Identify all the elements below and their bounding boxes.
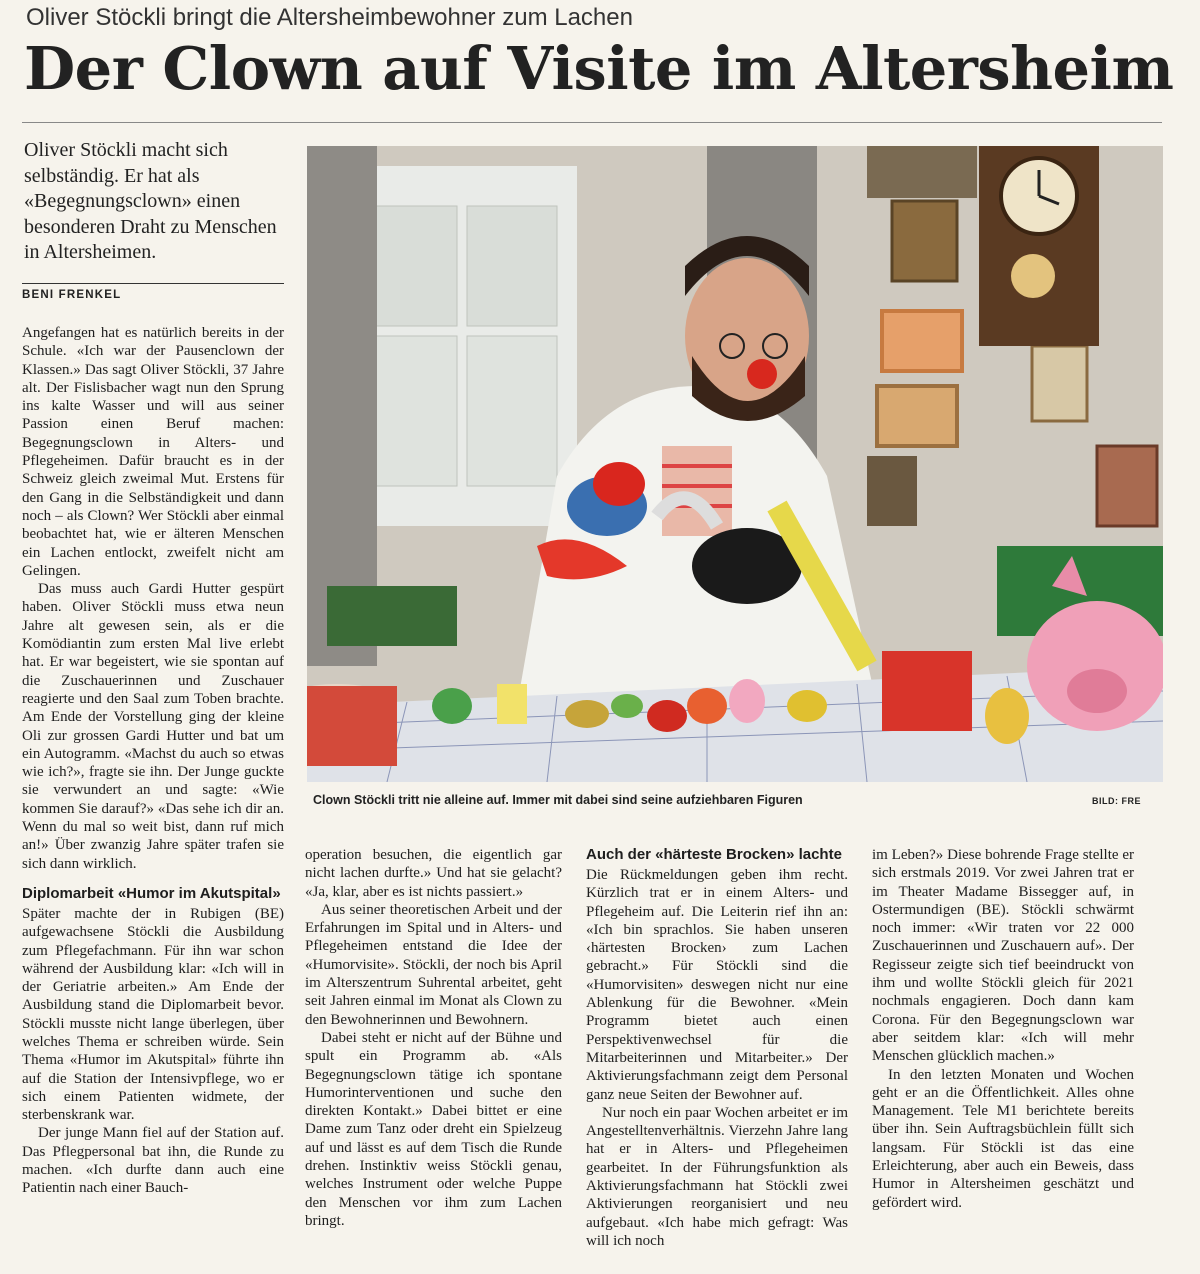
paragraph: Dabei steht er nicht auf der Bühne und spult ein Programm ab. «Als Begegnungsclown tätige ich spontane Humorinterventionen und suche den direkten Kontakt.» Dabei bittet er eine Dame zum Tanz oder dreht ein Spielzeug auf und lässt es auf dem Tisch die Runde drehen. Instinktiv weiss Stöckli genau, welches Instrument oder welche Puppe den Menschen vor ihm zum Lachen bringt. bbox=[305, 1029, 562, 1229]
photo-caption: Clown Stöckli tritt nie alleine auf. Immer mit dabei sind seine aufziehbaren Figuren bbox=[313, 793, 803, 807]
paragraph: Angefangen hat es natürlich bereits in der Schule. «Ich war der Pausenclown der Klassen.» Das sagt Oliver Stöckli, 37 Jahre alt. Der Fislisbacher wagt nun den Sprung ins kalte Wasser und will aus seiner Passion einen Beruf machen: Begegnungsclown in Alters- und Pflegeheimen. Dafür braucht es in der Schweiz gleich zweimal Mut. Erstens für den Gang in die Selbständigkeit und dann noch – als Clown? Wer Stöckli aber einmal beobachtet hat, wie er älteren Menschen ein Lachen entlockt, zweifelt nicht am Gelingen. bbox=[22, 325, 284, 579]
lead-rule bbox=[22, 283, 284, 284]
toy-duck bbox=[565, 700, 609, 728]
picture-frame bbox=[1032, 346, 1087, 421]
toy-frog bbox=[432, 688, 472, 724]
paragraph: im Leben?» Diese bohrende Frage stellte er sich erstmals 2019. Vor zwei Jahren trat er im Theater Madame Bissegger auf, in Ostermundigen (BE). Stöckli schwärmt noch immer: «Wir traten vor 22 000 Zuschauerinnen und Zuschauern auf». Der Regisseur zeigte sich tief beeindruckt von ihm und wollte Stöckli gleich für 2021 nochmals engagieren. Doch dann kam Corona. Für den Begegnungsclown war aber seitdem klar: «Ich will mehr Menschen glücklich machen.» bbox=[872, 847, 1134, 1065]
column-2 bbox=[305, 846, 562, 1230]
toy-figure bbox=[497, 684, 527, 724]
column-4 bbox=[872, 846, 1134, 1212]
paragraph: operation besuchen, die eigentlich gar nicht lachen durfte.» Und hat sie gelacht? «Ja, klar, aber es ist nichts passiert.» bbox=[305, 847, 562, 900]
lead-paragraph: Oliver Stöckli macht sich selbständig. Er hat als «Begegnungsclown» einen besonderen Draht zu Menschen in Altersheimen. bbox=[24, 139, 277, 263]
paragraph: Die Rückmeldungen geben ihm recht. Kürzlich trat er in einem Alters- und Pflegeheim auf. Die Leiterin rief ihn an: «Ich bin sprachlos. Sie haben unseren ‹härtesten Brocken› zum Lachen gebracht.» Für Stöckli sind die «Humorvisiten» deswegen nicht nur eine Ablenkung für die Bewohner. «Mein Programm bietet auch einen Perspektivenwechsel für die Mitarbeiterinnen und Mitarbeiter.» Der Aktivierungsfachmann zeigt dem Personal ganz neue Seiten der Bewohner auf. bbox=[586, 867, 848, 1103]
toy-orange bbox=[687, 688, 727, 724]
column-3 bbox=[586, 846, 848, 1250]
toy-rabbit bbox=[729, 679, 765, 723]
picture-frame bbox=[867, 456, 917, 526]
clown-photo-illustration bbox=[307, 146, 1163, 782]
subheading: Diplomarbeit «Humor im Akutspital» bbox=[22, 884, 281, 902]
clown-nose bbox=[747, 359, 777, 389]
byline: BENI FRENKEL bbox=[22, 289, 122, 301]
toy-box bbox=[882, 651, 972, 731]
picture-frame bbox=[867, 146, 977, 198]
picture-frame bbox=[1097, 446, 1157, 526]
picture-frame bbox=[877, 386, 957, 446]
top-rule bbox=[22, 122, 1162, 123]
hatbox bbox=[307, 686, 397, 766]
paragraph: Das muss auch Gardi Hutter gespürt haben. Oliver Stöckli muss etwa neun Jahre alt gewesen sein, als er die Komödiantin zum ersten Mal live erlebt hat. Er war begeistert, wie sie spontan auf die Zuschauerinnen und Zuschauer reagierte und den Saal zum Toben brachte. Am Ende der Vorstellung ging der kleine Oli zur grossen Gardi Hutter und bat um ein Autogramm. «Machst du auch so etwas wie ich?», fragte sie ihn. Der Junge guckte sie verwundert an und sagte: «Wie kommen Sie darauf?» «Das sehe ich dir an. Wenn du mal so weit bist, dann ruf mich an!» Über zwanzig Jahre später trafen sie sich dann wirklich. bbox=[22, 581, 284, 872]
column-1 bbox=[22, 324, 284, 1198]
paragraph: Der junge Mann fiel auf der Station auf. Das Pflegpersonal bat ihn, die Runde zu machen. «Ich durfte dann auch eine Patientin nach einer Bauch- bbox=[22, 1125, 284, 1197]
paragraph: In den letzten Monaten und Wochen geht er an die Öffentlichkeit. Alles ohne Management. Tele M1 berichtete bereits über ihn. Sein Auftragsbüchlein füllt sich langsam. Für Stöckli ist das eine Erleichterung, aber auch ein Beweis, dass Humor in Altersheimen geschätzt und gefördert wird. bbox=[872, 1066, 1134, 1211]
photo-credit: BILD: FRE bbox=[1092, 796, 1141, 806]
kicker: Oliver Stöckli bringt die Altersheimbewohner zum Lachen bbox=[26, 4, 633, 31]
toy-bee bbox=[787, 690, 827, 722]
headline: Der Clown auf Visite im Altersheim bbox=[24, 34, 1174, 103]
subheading: Auch der «härteste Brocken» lachte bbox=[586, 846, 842, 863]
picture-frame bbox=[892, 201, 957, 281]
paragraph: Später machte der in Rubigen (BE) aufgewachsene Stöckli die Ausbildung zum Pflegefachmann. Für ihn war schon während der Ausbildung klar: «Ich will in der Geriatrie arbeiten.» Am Ende der Ausbildung stand die Diplomarbeit bevor. Stöckli musste nicht lange überlegen, über welches Thema er schreiben würde. Sein Thema «Humor im Akutspital» führte ihn auf die Station der Intensivpflege, wo er sich einem Patienten widmete, der sterbenskrank war. bbox=[22, 905, 284, 1124]
toy-ladybug bbox=[647, 700, 687, 732]
paragraph: Aus seiner theoretischen Arbeit und der Erfahrungen im Spital und in Alters- und Pflegeheimen entstand die Idee der «Humorvisite». Stöckli, der noch bis April im Alterszentrum Suhrental arbeitet, geht seit Jahren einmal im Monat als Clown zu den Bewohnerinnen und Bewohnern. bbox=[305, 901, 562, 1028]
article-photo bbox=[307, 146, 1163, 782]
paragraph: Nur noch ein paar Wochen arbeitet er im Angestelltenverhältnis. Vierzehn Jahre lang hat er in Alters- und Pflegeheimen gearbeitet. In der Führungsfunktion als Aktivierungsfachmann hat Stöckli zwei Aktivierungen reorganisiert und neu aufgebaut. «Ich habe mich gefragt: Was will ich noch bbox=[586, 1104, 848, 1249]
picture-frame bbox=[882, 311, 962, 371]
